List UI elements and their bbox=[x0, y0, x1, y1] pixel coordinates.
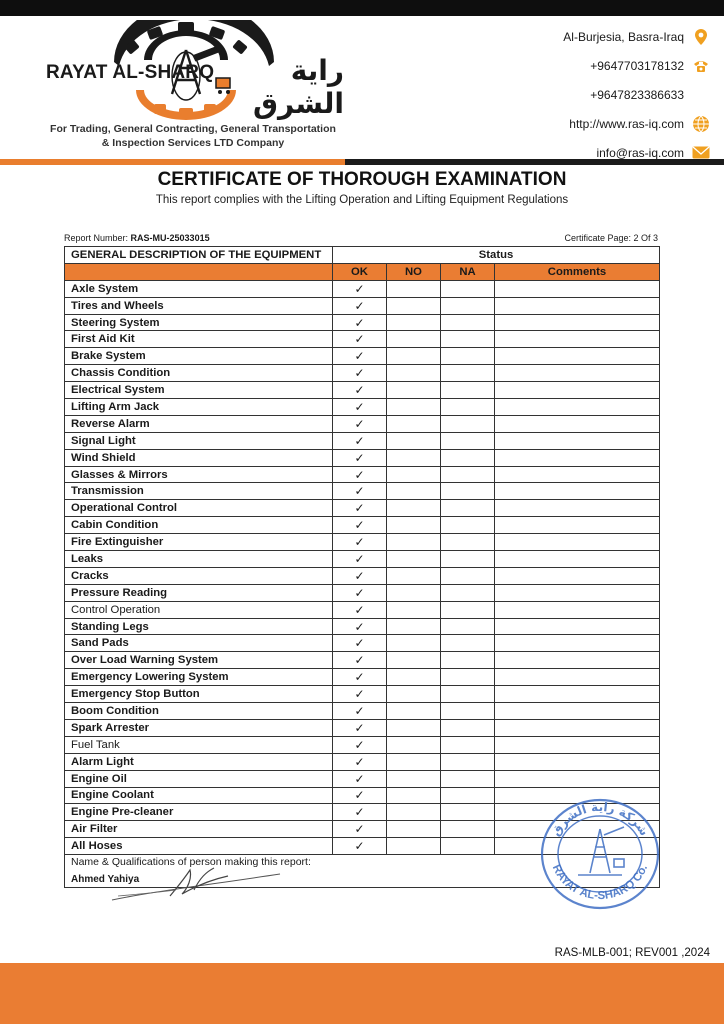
na-cell bbox=[441, 466, 495, 483]
ok-check-icon: ✓ bbox=[333, 399, 387, 416]
na-cell bbox=[441, 601, 495, 618]
na-cell bbox=[441, 432, 495, 449]
signature-label: Name & Qualifications of person making this report: bbox=[71, 856, 311, 869]
equipment-item-name: Emergency Lowering System bbox=[65, 669, 333, 686]
equipment-table bbox=[64, 246, 660, 888]
table-row bbox=[65, 567, 660, 584]
ok-check-icon: ✓ bbox=[333, 635, 387, 652]
no-cell bbox=[387, 399, 441, 416]
equipment-item-name: Signal Light bbox=[65, 432, 333, 449]
table-row bbox=[65, 314, 660, 331]
na-cell bbox=[441, 517, 495, 534]
comments-cell bbox=[495, 703, 660, 720]
table-row bbox=[65, 584, 660, 601]
ok-check-icon: ✓ bbox=[333, 500, 387, 517]
no-cell bbox=[387, 348, 441, 365]
table-row bbox=[65, 686, 660, 703]
comments-cell bbox=[495, 770, 660, 787]
equipment-item-name: Spark Arrester bbox=[65, 719, 333, 736]
equipment-item-name: Leaks bbox=[65, 551, 333, 568]
comments-cell bbox=[495, 483, 660, 500]
no-cell bbox=[387, 500, 441, 517]
table-row bbox=[65, 382, 660, 399]
comments-cell bbox=[495, 517, 660, 534]
comments-cell bbox=[495, 652, 660, 669]
top-dark-bar bbox=[0, 0, 724, 16]
contact-phone-1[interactable] bbox=[490, 51, 710, 80]
tagline-line-2: & Inspection Services LTD Company bbox=[101, 137, 285, 149]
na-cell bbox=[441, 365, 495, 382]
na-cell bbox=[441, 415, 495, 432]
table-row bbox=[65, 517, 660, 534]
ok-check-icon: ✓ bbox=[333, 365, 387, 382]
equipment-item-name: Fire Extinguisher bbox=[65, 534, 333, 551]
table-row bbox=[65, 551, 660, 568]
ok-check-icon: ✓ bbox=[333, 449, 387, 466]
na-cell bbox=[441, 719, 495, 736]
equipment-item-name: Air Filter bbox=[65, 821, 333, 838]
ok-check-icon: ✓ bbox=[333, 804, 387, 821]
ok-check-icon: ✓ bbox=[333, 432, 387, 449]
equipment-item-name: First Aid Kit bbox=[65, 331, 333, 348]
phone-icon bbox=[692, 57, 710, 75]
report-number bbox=[64, 233, 210, 243]
document-code: RAS-MLB-001; REV001 ,2024 bbox=[554, 947, 710, 959]
company-stamp bbox=[538, 795, 662, 918]
page-subtitle: This report complies with the Lifting Operation and Lifting Equipment Regulations bbox=[155, 194, 569, 206]
comments-cell bbox=[495, 584, 660, 601]
ok-check-icon: ✓ bbox=[333, 736, 387, 753]
equipment-item-name: Engine Oil bbox=[65, 770, 333, 787]
equipment-item-name: Engine Coolant bbox=[65, 787, 333, 804]
comments-cell bbox=[495, 466, 660, 483]
ok-check-icon: ✓ bbox=[333, 821, 387, 838]
no-cell bbox=[387, 314, 441, 331]
comments-cell bbox=[495, 500, 660, 517]
table-row bbox=[65, 365, 660, 382]
ok-check-icon: ✓ bbox=[333, 669, 387, 686]
blank-icon-slot bbox=[692, 86, 710, 104]
ok-check-icon: ✓ bbox=[333, 534, 387, 551]
certificate-page: Certificate Page: 2 Of 3 bbox=[564, 233, 658, 243]
equipment-item-name: Wind Shield bbox=[65, 449, 333, 466]
table-row bbox=[65, 736, 660, 753]
equipment-item-name: Axle System bbox=[65, 280, 333, 297]
equipment-item-name: Glasses & Mirrors bbox=[65, 466, 333, 483]
equipment-item-name: Pressure Reading bbox=[65, 584, 333, 601]
no-cell bbox=[387, 703, 441, 720]
equipment-item-name: Tires and Wheels bbox=[65, 297, 333, 314]
comments-cell bbox=[495, 415, 660, 432]
na-cell bbox=[441, 669, 495, 686]
na-cell bbox=[441, 787, 495, 804]
comments-cell bbox=[495, 382, 660, 399]
equipment-item-name: Emergency Stop Button bbox=[65, 686, 333, 703]
ok-check-icon: ✓ bbox=[333, 787, 387, 804]
equipment-item-name: Over Load Warning System bbox=[65, 652, 333, 669]
table-row bbox=[65, 601, 660, 618]
na-cell bbox=[441, 348, 495, 365]
equipment-item-name: Brake System bbox=[65, 348, 333, 365]
table-row bbox=[65, 432, 660, 449]
na-cell bbox=[441, 584, 495, 601]
no-cell bbox=[387, 331, 441, 348]
empty-header-cell bbox=[65, 263, 333, 280]
ok-check-icon: ✓ bbox=[333, 280, 387, 297]
comments-cell bbox=[495, 432, 660, 449]
ok-check-icon: ✓ bbox=[333, 331, 387, 348]
ok-check-icon: ✓ bbox=[333, 686, 387, 703]
ok-check-icon: ✓ bbox=[333, 348, 387, 365]
general-description-header: GENERAL DESCRIPTION OF THE EQUIPMENT bbox=[65, 247, 333, 264]
ok-check-icon: ✓ bbox=[333, 584, 387, 601]
na-cell bbox=[441, 399, 495, 416]
ok-check-icon: ✓ bbox=[333, 601, 387, 618]
na-cell bbox=[441, 821, 495, 838]
na-cell bbox=[441, 297, 495, 314]
table-row bbox=[65, 331, 660, 348]
table-row bbox=[65, 618, 660, 635]
na-cell bbox=[441, 753, 495, 770]
comments-cell bbox=[495, 686, 660, 703]
equipment-item-name: Fuel Tank bbox=[65, 736, 333, 753]
table-row bbox=[65, 348, 660, 365]
header-divider-orange bbox=[0, 159, 345, 165]
table-row bbox=[65, 534, 660, 551]
na-cell bbox=[441, 331, 495, 348]
comments-cell bbox=[495, 280, 660, 297]
tagline-line-1: For Trading, General Contracting, General Transportation bbox=[50, 123, 336, 135]
no-cell bbox=[387, 770, 441, 787]
no-cell bbox=[387, 686, 441, 703]
table-row bbox=[65, 500, 660, 517]
email-text[interactable]: info@ras-iq.com bbox=[596, 145, 684, 160]
column-header-row bbox=[65, 263, 660, 280]
na-cell bbox=[441, 703, 495, 720]
table-row bbox=[65, 770, 660, 787]
no-cell bbox=[387, 432, 441, 449]
no-cell bbox=[387, 449, 441, 466]
no-cell bbox=[387, 382, 441, 399]
equipment-item-name: Control Operation bbox=[65, 601, 333, 618]
na-cell bbox=[441, 382, 495, 399]
ok-check-icon: ✓ bbox=[333, 753, 387, 770]
na-cell bbox=[441, 534, 495, 551]
equipment-item-name: Sand Pads bbox=[65, 635, 333, 652]
no-cell bbox=[387, 652, 441, 669]
location-pin-icon bbox=[692, 28, 710, 46]
ok-check-icon: ✓ bbox=[333, 517, 387, 534]
equipment-item-name: Alarm Light bbox=[65, 753, 333, 770]
no-cell bbox=[387, 483, 441, 500]
no-cell bbox=[387, 415, 441, 432]
table-row bbox=[65, 297, 660, 314]
comments-cell bbox=[495, 601, 660, 618]
no-cell bbox=[387, 719, 441, 736]
comments-cell bbox=[495, 399, 660, 416]
equipment-item-name: Operational Control bbox=[65, 500, 333, 517]
comments-cell bbox=[495, 567, 660, 584]
table-row bbox=[65, 483, 660, 500]
phone-1-text[interactable]: +9647703178132 bbox=[590, 58, 684, 73]
inspector-name: Ahmed Yahiya bbox=[71, 874, 140, 886]
ok-check-icon: ✓ bbox=[333, 483, 387, 500]
status-header: Status bbox=[333, 247, 660, 264]
comments-cell bbox=[495, 719, 660, 736]
comments-cell bbox=[495, 635, 660, 652]
na-cell bbox=[441, 500, 495, 517]
table-row bbox=[65, 280, 660, 297]
no-cell bbox=[387, 787, 441, 804]
na-cell bbox=[441, 770, 495, 787]
ok-check-icon: ✓ bbox=[333, 652, 387, 669]
company-logo bbox=[44, 20, 344, 120]
table-row bbox=[65, 635, 660, 652]
col-ok: OK bbox=[333, 263, 387, 280]
no-cell bbox=[387, 669, 441, 686]
no-cell bbox=[387, 517, 441, 534]
table-row bbox=[65, 703, 660, 720]
comments-cell bbox=[495, 669, 660, 686]
table-row bbox=[65, 399, 660, 416]
ok-check-icon: ✓ bbox=[333, 618, 387, 635]
equipment-item-name: Reverse Alarm bbox=[65, 415, 333, 432]
ok-check-icon: ✓ bbox=[333, 297, 387, 314]
page-title: CERTIFICATE OF THOROUGH EXAMINATION bbox=[157, 169, 567, 190]
no-cell bbox=[387, 297, 441, 314]
ok-check-icon: ✓ bbox=[333, 314, 387, 331]
contact-block bbox=[490, 22, 710, 167]
ok-check-icon: ✓ bbox=[333, 382, 387, 399]
stamp-text-english: RAYAT AL-SHARQ Co. bbox=[549, 862, 651, 903]
ok-check-icon: ✓ bbox=[333, 415, 387, 432]
equipment-item-name: Cabin Condition bbox=[65, 517, 333, 534]
equipment-item-name: Standing Legs bbox=[65, 618, 333, 635]
col-no: NO bbox=[387, 263, 441, 280]
equipment-item-name: Steering System bbox=[65, 314, 333, 331]
na-cell bbox=[441, 804, 495, 821]
report-number-label: Report Number: bbox=[64, 233, 129, 243]
stamp-text-arabic: شركة راية الشرق bbox=[548, 799, 652, 839]
bottom-orange-bar bbox=[0, 963, 724, 1024]
table-row bbox=[65, 449, 660, 466]
contact-address bbox=[490, 22, 710, 51]
comments-cell bbox=[495, 314, 660, 331]
table-row bbox=[65, 753, 660, 770]
table-row bbox=[65, 415, 660, 432]
na-cell bbox=[441, 838, 495, 855]
equipment-item-name: All Hoses bbox=[65, 838, 333, 855]
table-row bbox=[65, 669, 660, 686]
comments-cell bbox=[495, 297, 660, 314]
no-cell bbox=[387, 804, 441, 821]
na-cell bbox=[441, 736, 495, 753]
no-cell bbox=[387, 736, 441, 753]
no-cell bbox=[387, 567, 441, 584]
no-cell bbox=[387, 753, 441, 770]
no-cell bbox=[387, 584, 441, 601]
comments-cell bbox=[495, 365, 660, 382]
company-tagline bbox=[30, 122, 356, 150]
no-cell bbox=[387, 821, 441, 838]
comments-cell bbox=[495, 534, 660, 551]
no-cell bbox=[387, 635, 441, 652]
no-cell bbox=[387, 466, 441, 483]
na-cell bbox=[441, 686, 495, 703]
header-divider-dark bbox=[345, 159, 724, 165]
table-row bbox=[65, 652, 660, 669]
na-cell bbox=[441, 567, 495, 584]
no-cell bbox=[387, 280, 441, 297]
equipment-item-name: Lifting Arm Jack bbox=[65, 399, 333, 416]
ok-check-icon: ✓ bbox=[333, 551, 387, 568]
equipment-rows bbox=[65, 280, 660, 854]
ok-check-icon: ✓ bbox=[333, 719, 387, 736]
col-na: NA bbox=[441, 263, 495, 280]
comments-cell bbox=[495, 753, 660, 770]
equipment-item-name: Transmission bbox=[65, 483, 333, 500]
contact-phone-2[interactable] bbox=[490, 80, 710, 109]
equipment-item-name: Cracks bbox=[65, 567, 333, 584]
table-row bbox=[65, 466, 660, 483]
no-cell bbox=[387, 534, 441, 551]
ok-check-icon: ✓ bbox=[333, 770, 387, 787]
no-cell bbox=[387, 618, 441, 635]
na-cell bbox=[441, 314, 495, 331]
na-cell bbox=[441, 635, 495, 652]
ok-check-icon: ✓ bbox=[333, 466, 387, 483]
comments-cell bbox=[495, 348, 660, 365]
globe-icon bbox=[692, 115, 710, 133]
ok-check-icon: ✓ bbox=[333, 703, 387, 720]
na-cell bbox=[441, 280, 495, 297]
ok-check-icon: ✓ bbox=[333, 567, 387, 584]
handwritten-signature bbox=[110, 856, 290, 911]
company-name-en: RAYAT AL-SHARQ bbox=[46, 62, 215, 83]
comments-cell bbox=[495, 551, 660, 568]
company-name-ar: راية الشرق bbox=[252, 54, 344, 120]
na-cell bbox=[441, 652, 495, 669]
no-cell bbox=[387, 838, 441, 855]
ok-check-icon: ✓ bbox=[333, 838, 387, 855]
no-cell bbox=[387, 601, 441, 618]
na-cell bbox=[441, 449, 495, 466]
website-text[interactable]: http://www.ras-iq.com bbox=[569, 116, 684, 131]
col-comments: Comments bbox=[495, 263, 660, 280]
comments-cell bbox=[495, 449, 660, 466]
report-number-value: RAS-MU-25033015 bbox=[130, 233, 210, 243]
na-cell bbox=[441, 551, 495, 568]
comments-cell bbox=[495, 736, 660, 753]
address-text: Al-Burjesia, Basra-Iraq bbox=[563, 29, 684, 44]
equipment-item-name: Chassis Condition bbox=[65, 365, 333, 382]
contact-website[interactable] bbox=[490, 109, 710, 138]
equipment-item-name: Boom Condition bbox=[65, 703, 333, 720]
no-cell bbox=[387, 551, 441, 568]
table-row bbox=[65, 719, 660, 736]
phone-2-text[interactable]: +9647823386633 bbox=[590, 87, 684, 102]
comments-cell bbox=[495, 618, 660, 635]
no-cell bbox=[387, 365, 441, 382]
equipment-item-name: Electrical System bbox=[65, 382, 333, 399]
na-cell bbox=[441, 483, 495, 500]
comments-cell bbox=[495, 331, 660, 348]
na-cell bbox=[441, 618, 495, 635]
equipment-item-name: Engine Pre-cleaner bbox=[65, 804, 333, 821]
